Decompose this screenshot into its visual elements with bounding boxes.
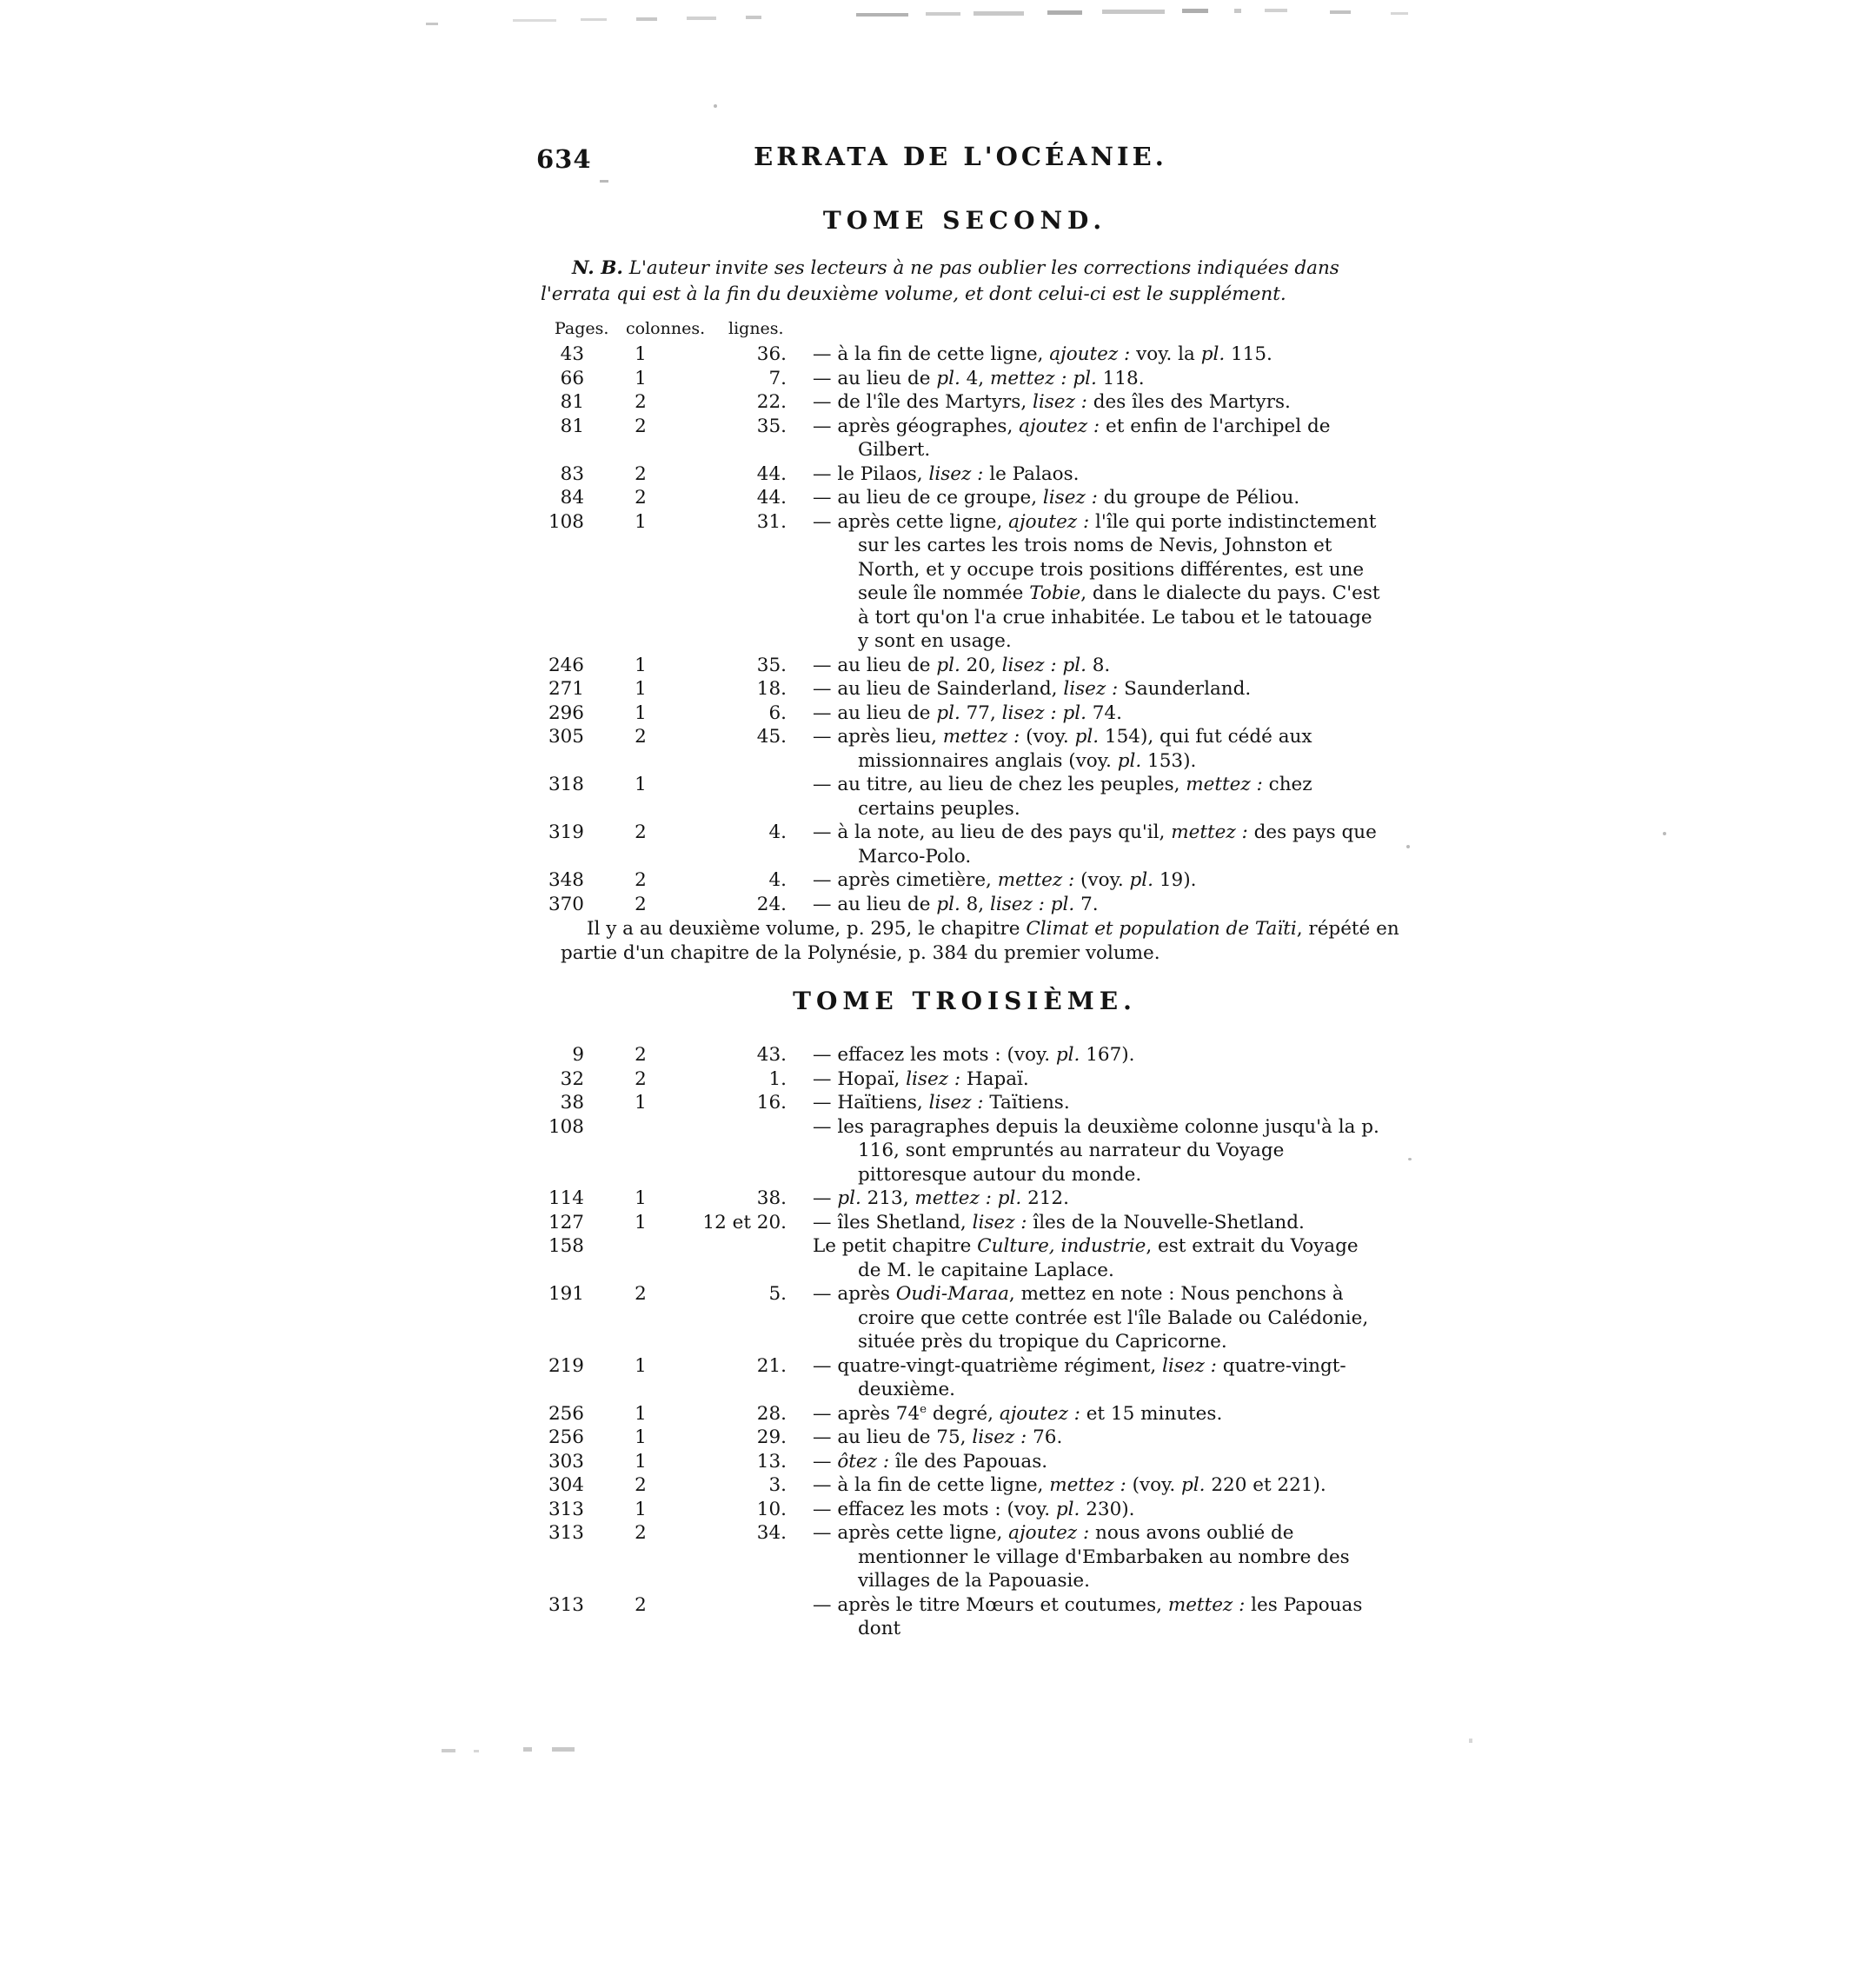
errata-row	[0, 868, 1854, 893]
errata-row	[0, 821, 1854, 868]
page-cell: 219	[548, 1354, 584, 1377]
instruction-word: ajoutez :	[999, 1402, 1080, 1425]
correction-fragment: et enfin de l'archipel de Gilbert.	[858, 415, 1331, 461]
instruction-word: mettez :	[997, 869, 1075, 891]
column-header-colonnes: colonnes.	[626, 319, 706, 338]
correction-text	[787, 1521, 1386, 1593]
instruction-word: pl.	[1117, 749, 1142, 772]
correction-fragment: 212.	[1021, 1187, 1069, 1209]
line-cell: 13.	[756, 1450, 787, 1473]
correction-fragment: nous avons oublié de mentionner le village d'Embarbaken au nombre des villages de la Papouasie.	[858, 1522, 1350, 1592]
correction-fragment: des îles des Martyrs.	[1086, 391, 1291, 413]
column-cell: 2	[635, 415, 647, 437]
column-cell: 2	[635, 391, 647, 413]
instruction-word: Tobie	[1029, 582, 1081, 604]
correction-fragment: — après cette ligne,	[813, 510, 1009, 533]
errata-row	[0, 1354, 1854, 1402]
correction-fragment: degré,	[927, 1402, 1000, 1425]
instruction-word: pl.	[1062, 701, 1086, 724]
correction-text	[787, 1473, 1386, 1498]
line-cell: 6.	[768, 701, 787, 724]
errata-row	[0, 367, 1854, 391]
column-cell: 1	[635, 1426, 647, 1448]
line-cell: 35.	[756, 654, 787, 676]
page-cell: 66	[560, 367, 584, 389]
correction-fragment: 153).	[1141, 749, 1197, 772]
column-header-pages: Pages.	[555, 319, 609, 338]
correction-fragment: , mettez en note : Nous penchons à croire que cette contrée est l'île Balade ou Calédonie, située près du tropique du Capricorne.	[858, 1283, 1369, 1353]
correction-fragment: — après	[813, 1283, 896, 1305]
column-header-lignes: lignes.	[728, 319, 784, 338]
correction-fragment: 8.	[1086, 654, 1111, 676]
correction-fragment: les Papouas dont	[858, 1593, 1363, 1639]
instruction-word: pl.	[1055, 1044, 1080, 1066]
line-cell: 5.	[768, 1283, 787, 1305]
instruction-word: lisez :	[906, 1067, 961, 1090]
instruction-word: lisez :	[1063, 678, 1119, 700]
page-cell: 9	[572, 1044, 584, 1066]
correction-fragment: et 15 minutes.	[1080, 1402, 1223, 1425]
column-cell: 1	[635, 1211, 647, 1233]
line-cell: 38.	[756, 1187, 787, 1209]
correction-text	[787, 677, 1386, 701]
page-cell: 43	[560, 343, 584, 365]
errata-table-tome-troisieme	[0, 1043, 1854, 1641]
correction-text	[787, 1067, 1386, 1092]
line-cell: 44.	[756, 487, 787, 509]
line-cell: 16.	[756, 1092, 787, 1114]
correction-fragment: chez certains peuples.	[858, 774, 1312, 820]
correction-fragment: — à la fin de cette ligne,	[813, 1474, 1050, 1496]
instruction-word: lisez :	[972, 1426, 1027, 1448]
line-cell: 4.	[768, 821, 787, 843]
column-cell: 1	[635, 774, 647, 795]
errata-row	[0, 893, 1854, 917]
line-cell: 34.	[756, 1522, 787, 1544]
page-cell: 313	[548, 1522, 584, 1544]
page-cell: 38	[560, 1092, 584, 1114]
correction-fragment: 7.	[1074, 893, 1099, 915]
correction-fragment: l'île qui porte indistinctement sur les cartes les trois noms de Nevis, Johnston et North, et y occupe trois positions différentes, est une seule île nommée	[858, 510, 1377, 604]
column-cell: 2	[635, 1593, 647, 1616]
errata-row	[0, 1521, 1854, 1593]
scan-artifact	[552, 1747, 575, 1752]
errata-row	[0, 342, 1854, 367]
nota-bene-lead: N. B.	[572, 257, 623, 279]
correction-text	[787, 1234, 1386, 1282]
correction-fragment: 167).	[1080, 1044, 1135, 1066]
errata-row	[0, 677, 1854, 701]
instruction-word: pl.	[936, 893, 960, 915]
instruction-word: lisez :	[1162, 1354, 1217, 1377]
column-cell: 2	[635, 487, 647, 509]
correction-fragment: voy. la	[1130, 343, 1201, 365]
correction-fragment: du groupe de Péliou.	[1097, 487, 1300, 509]
correction-fragment: 8,	[960, 893, 990, 915]
correction-fragment: — îles Shetland,	[813, 1211, 973, 1233]
correction-fragment: (voy.	[1074, 869, 1130, 891]
correction-fragment: 74.	[1086, 701, 1122, 724]
column-cell: 1	[635, 1402, 647, 1425]
instruction-word: pl.	[936, 367, 960, 389]
correction-fragment: — de l'île des Martyrs,	[813, 391, 1033, 413]
line-cell: 1.	[768, 1067, 787, 1090]
column-cell: 2	[635, 462, 647, 485]
column-cell: 2	[635, 726, 647, 748]
instruction-word: lisez :	[928, 1092, 984, 1114]
errata-row	[0, 701, 1854, 726]
instruction-word: pl.	[997, 1187, 1022, 1209]
instruction-word: mettez :	[1186, 774, 1263, 795]
line-cell: 28.	[756, 1402, 787, 1425]
correction-fragment: 4,	[960, 367, 990, 389]
correction-fragment: — après le titre Mœurs et coutumes,	[813, 1593, 1168, 1616]
page-cell: 246	[548, 654, 584, 676]
errata-row	[0, 1211, 1854, 1235]
errata-row	[0, 1234, 1854, 1282]
column-cell: 1	[635, 1187, 647, 1209]
page-cell: 313	[548, 1498, 584, 1520]
correction-text	[787, 868, 1386, 893]
column-cell: 1	[635, 510, 647, 533]
correction-text	[787, 893, 1386, 917]
errata-row	[0, 1187, 1854, 1211]
correction-fragment: —	[813, 1450, 838, 1473]
errata-row	[0, 1115, 1854, 1187]
correction-fragment: — les paragraphes depuis la deuxième colonne jusqu'à la p. 116, sont empruntés au narrateur du Voyage pittoresque autour du monde.	[813, 1115, 1379, 1186]
instruction-word: Climat et population de Taïti	[1026, 918, 1297, 940]
correction-text	[787, 1043, 1386, 1067]
page-cell: 158	[548, 1235, 584, 1257]
page-cell: 256	[548, 1402, 584, 1425]
correction-fragment	[992, 1187, 998, 1209]
line-cell: 29.	[756, 1426, 787, 1448]
column-cell: 2	[635, 893, 647, 915]
line-cell	[697, 1115, 787, 1187]
instruction-word: pl.	[1129, 869, 1154, 891]
correction-fragment: 118.	[1096, 367, 1145, 389]
instruction-word: lisez :	[972, 1211, 1027, 1233]
correction-fragment: Le petit chapitre	[813, 1235, 978, 1257]
correction-fragment: — effacez les mots : (voy.	[813, 1498, 1056, 1520]
line-cell: 22.	[756, 391, 787, 413]
errata-row	[0, 1593, 1854, 1641]
instruction-word: lisez :	[1001, 701, 1057, 724]
correction-fragment: 115.	[1225, 343, 1273, 365]
scan-artifact	[474, 1750, 479, 1752]
line-cell: 24.	[756, 893, 787, 915]
scan-artifact	[523, 1747, 532, 1752]
correction-fragment: île des Papouas.	[889, 1450, 1048, 1473]
instruction-word: mettez :	[914, 1187, 992, 1209]
correction-fragment: Taïtiens.	[983, 1092, 1070, 1114]
instruction-word: pl.	[936, 701, 960, 724]
correction-text	[787, 462, 1386, 487]
correction-text	[787, 654, 1386, 678]
correction-text	[787, 821, 1386, 868]
column-cell: 2	[635, 869, 647, 891]
page-cell: 108	[548, 1115, 584, 1138]
errata-row	[0, 654, 1854, 678]
correction-fragment: 154), qui fut cédé aux missionnaires anglais (voy.	[858, 726, 1312, 772]
column-cell: 2	[635, 1067, 647, 1090]
instruction-word: lisez :	[1032, 391, 1087, 413]
line-cell: 45.	[756, 726, 787, 748]
correction-fragment: — au titre, au lieu de chez les peuples,	[813, 774, 1186, 795]
line-cell	[697, 1234, 787, 1282]
correction-fragment	[1045, 894, 1051, 915]
instruction-word: pl.	[837, 1187, 861, 1209]
correction-fragment: — le Pilaos,	[813, 462, 929, 485]
errata-row	[0, 773, 1854, 821]
correction-text	[787, 1282, 1386, 1354]
correction-text	[787, 725, 1386, 773]
running-title: ERRATA DE L'OCÉANIE.	[754, 142, 1167, 171]
line-cell: 31.	[756, 510, 787, 533]
errata-row	[0, 1043, 1854, 1067]
correction-fragment: 230).	[1080, 1498, 1135, 1520]
line-cell: 18.	[756, 678, 787, 700]
instruction-word: ôtez :	[837, 1450, 890, 1473]
correction-fragment: îles de la Nouvelle-Shetland.	[1027, 1211, 1305, 1233]
correction-fragment: — au lieu de ce groupe,	[813, 487, 1043, 509]
scan-artifact	[442, 1749, 455, 1752]
page-cell: 303	[548, 1450, 584, 1473]
instruction-word: lisez :	[1042, 487, 1098, 509]
correction-fragment: — après lieu,	[813, 726, 943, 748]
page-cell: 305	[548, 726, 584, 748]
page-cell: 319	[548, 821, 584, 843]
correction-fragment: — à la fin de cette ligne,	[813, 343, 1050, 365]
correction-fragment: Hapaï.	[960, 1067, 1029, 1090]
errata-row	[0, 415, 1854, 462]
instruction-word: Oudi-Maraa	[895, 1283, 1009, 1305]
instruction-word: mettez :	[1171, 821, 1248, 843]
correction-fragment: — effacez les mots : (voy.	[813, 1044, 1056, 1066]
nota-bene-paragraph	[541, 256, 1388, 308]
page-cell: 318	[548, 774, 584, 795]
page-cell: 313	[548, 1593, 584, 1616]
line-cell: 36.	[756, 343, 787, 365]
instruction-word: lisez :	[928, 462, 984, 485]
errata-row	[0, 1282, 1854, 1354]
line-cell: 12 et 20.	[702, 1211, 787, 1233]
correction-fragment: 77,	[960, 701, 1002, 724]
column-cell: 1	[635, 343, 647, 365]
instruction-word: pl.	[1050, 893, 1075, 915]
instruction-word: mettez :	[1167, 1593, 1246, 1616]
page-cell: 32	[560, 1067, 584, 1090]
correction-fragment: (voy.	[1020, 726, 1075, 748]
correction-fragment: — après cimetière,	[813, 869, 998, 891]
page-cell: 114	[548, 1187, 584, 1209]
line-cell	[697, 773, 787, 821]
errata-row	[0, 725, 1854, 773]
column-cell: 1	[635, 678, 647, 700]
instruction-word: ajoutez :	[1019, 415, 1100, 437]
instruction-word: lisez :	[1001, 654, 1057, 676]
correction-fragment: — à la note, au lieu de des pays qu'il,	[813, 821, 1172, 843]
page-cell: 83	[560, 462, 584, 485]
correction-fragment: — après 74	[813, 1402, 920, 1425]
page-cell: 296	[548, 701, 584, 724]
correction-fragment: — au lieu de Sainderland,	[813, 678, 1064, 700]
page-cell: 370	[548, 893, 584, 915]
correction-fragment: 76.	[1027, 1426, 1063, 1448]
correction-fragment: — après géographes,	[813, 415, 1020, 437]
instruction-word: ajoutez :	[1008, 510, 1090, 533]
errata-row	[0, 1402, 1854, 1426]
correction-fragment: — quatre-vingt-quatrième régiment,	[813, 1354, 1163, 1377]
column-cell: 2	[635, 821, 647, 843]
correction-fragment: , répété en partie d'un chapitre de la Polynésie, p. 384 du premier volume.	[561, 918, 1399, 964]
column-headers	[0, 318, 1854, 341]
column-cell: 1	[635, 367, 647, 389]
correction-fragment: — au lieu de	[813, 893, 937, 915]
page-number: 634	[536, 144, 592, 174]
errata-row	[0, 1473, 1854, 1498]
errata-row	[0, 1067, 1854, 1092]
closing-paragraph	[561, 917, 1399, 966]
instruction-word: pl.	[936, 654, 960, 676]
correction-fragment: — au lieu de	[813, 654, 937, 676]
column-cell: 1	[635, 1450, 647, 1473]
column-cell: 1	[635, 701, 647, 724]
errata-table-tome-second	[0, 342, 1854, 916]
instruction-word: ajoutez :	[1049, 343, 1131, 365]
column-cell: 1	[635, 654, 647, 676]
page-cell: 81	[560, 391, 584, 413]
line-cell: 43.	[756, 1044, 787, 1066]
page-cell: 81	[560, 415, 584, 437]
correction-text	[787, 486, 1386, 510]
line-cell: 44.	[756, 462, 787, 485]
errata-row	[0, 390, 1854, 415]
correction-fragment: 213,	[861, 1187, 915, 1209]
correction-text	[787, 415, 1386, 462]
correction-text	[787, 1498, 1386, 1522]
page-cell: 348	[548, 869, 584, 891]
page-cell: 271	[548, 678, 584, 700]
column-cell: 2	[635, 1474, 647, 1496]
column-cell: 2	[635, 1044, 647, 1066]
column-cell: 2	[635, 1283, 647, 1305]
correction-text	[787, 367, 1386, 391]
instruction-word: Culture, industrie	[977, 1235, 1146, 1257]
correction-fragment: — au lieu de	[813, 701, 937, 724]
correction-fragment: 220 et 221).	[1205, 1474, 1326, 1496]
correction-text	[787, 390, 1386, 415]
correction-fragment: (voy.	[1126, 1474, 1182, 1496]
line-cell: 35.	[756, 415, 787, 437]
page-cell: 84	[560, 487, 584, 509]
scan-artifact	[1469, 1739, 1472, 1743]
correction-text	[787, 1091, 1386, 1115]
page-cell: 256	[548, 1426, 584, 1448]
correction-fragment: — Hopaï,	[813, 1067, 907, 1090]
errata-row	[0, 1498, 1854, 1522]
line-cell: 4.	[768, 869, 787, 891]
correction-fragment: des pays que Marco-Polo.	[858, 821, 1377, 868]
instruction-word: pl.	[1062, 654, 1086, 676]
line-cell: 10.	[756, 1498, 787, 1520]
section-heading-tome-troisieme: TOME TROISIÈME.	[793, 987, 1137, 1015]
instruction-word: pl.	[1055, 1498, 1080, 1520]
instruction-word: ajoutez :	[1008, 1522, 1090, 1544]
correction-text	[787, 1402, 1386, 1426]
correction-text	[787, 510, 1386, 654]
errata-row	[0, 510, 1854, 654]
correction-fragment: — après cette ligne,	[813, 1522, 1009, 1544]
column-cell: 1	[635, 1092, 647, 1114]
line-cell: 3.	[768, 1474, 787, 1496]
page-cell: 108	[548, 510, 584, 533]
correction-text	[787, 1450, 1386, 1474]
instruction-word: mettez :	[942, 726, 1020, 748]
correction-text	[787, 1187, 1386, 1211]
column-cell	[584, 1115, 697, 1187]
correction-fragment: — au lieu de	[813, 367, 937, 389]
instruction-word: pl.	[1074, 726, 1100, 748]
nota-bene-body: L'auteur invite ses lecteurs à ne pas oublier les corrections indiquées dans l'errata qui est à la fin du deuxième volume, et dont celui-ci est le supplément.	[541, 257, 1339, 305]
column-cell	[584, 1234, 697, 1282]
correction-fragment: e	[920, 1402, 927, 1416]
correction-fragment: , est extrait du Voyage de M. le capitaine Laplace.	[858, 1235, 1359, 1281]
instruction-word: lisez :	[989, 893, 1045, 915]
errata-row	[0, 486, 1854, 510]
instruction-word: pl.	[1181, 1474, 1206, 1496]
errata-row	[0, 1091, 1854, 1115]
instruction-word: pl.	[1073, 367, 1097, 389]
section-heading-tome-second: TOME SECOND.	[822, 206, 1107, 235]
correction-fragment: quatre-vingt-deuxième.	[858, 1354, 1346, 1400]
errata-row	[0, 1426, 1854, 1450]
correction-fragment: 20,	[960, 654, 1002, 676]
errata-row	[0, 462, 1854, 487]
errata-row	[0, 1450, 1854, 1474]
correction-text	[787, 1211, 1386, 1235]
correction-fragment: — au lieu de 75,	[813, 1426, 973, 1448]
line-cell	[697, 1593, 787, 1641]
line-cell: 21.	[756, 1354, 787, 1377]
page-cell: 304	[548, 1474, 584, 1496]
instruction-word: mettez :	[989, 367, 1067, 389]
correction-text	[787, 342, 1386, 367]
page-cell: 127	[548, 1211, 584, 1233]
correction-fragment: , dans le dialecte du pays. C'est à tort qu'on l'a crue inhabitée. Le tabou et le tatouage y sont en usage.	[858, 582, 1380, 652]
correction-text	[787, 1115, 1386, 1187]
page-cell: 191	[548, 1283, 584, 1305]
correction-text	[787, 1593, 1386, 1641]
correction-fragment: —	[813, 1187, 838, 1209]
correction-fragment: 19).	[1153, 869, 1197, 891]
correction-text	[787, 773, 1386, 821]
correction-text	[787, 701, 1386, 726]
column-cell: 1	[635, 1498, 647, 1520]
correction-text	[787, 1426, 1386, 1450]
correction-fragment: le Palaos.	[983, 462, 1080, 485]
correction-text	[787, 1354, 1386, 1402]
column-cell: 2	[635, 1522, 647, 1544]
correction-fragment: Saunderland.	[1118, 678, 1252, 700]
instruction-word: mettez :	[1049, 1474, 1126, 1496]
instruction-word: pl.	[1200, 343, 1226, 365]
correction-fragment: — Haïtiens,	[813, 1092, 929, 1114]
correction-fragment: Il y a au deuxième volume, p. 295, le chapitre	[587, 918, 1027, 940]
line-cell: 7.	[768, 367, 787, 389]
column-cell: 1	[635, 1354, 647, 1377]
